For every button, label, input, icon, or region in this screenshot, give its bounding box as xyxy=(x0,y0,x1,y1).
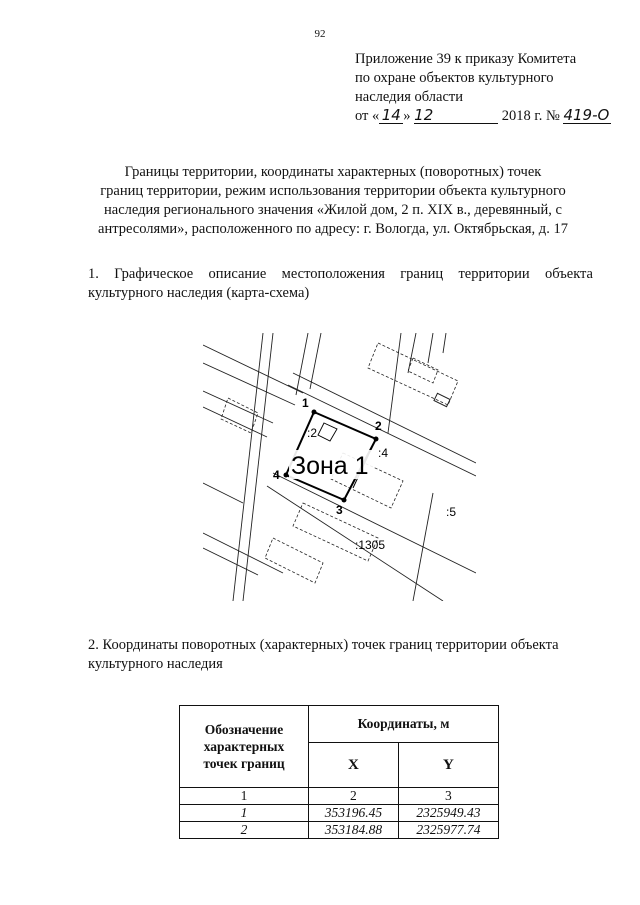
handwritten-month: 12 xyxy=(414,108,498,124)
table-row xyxy=(180,822,499,839)
page-number: 92 xyxy=(314,28,326,40)
point-cell: 1 xyxy=(180,805,309,822)
header-designation-line: Обозначение xyxy=(204,722,284,737)
date-prefix: от « xyxy=(355,108,380,124)
section-1-line: культурного наследия (карта-схема) xyxy=(88,285,310,301)
appendix-line: по охране объектов культурного xyxy=(355,70,554,86)
handwritten-day: 14 xyxy=(379,108,403,124)
header-y: Y xyxy=(398,743,498,788)
map-point-label: 4 xyxy=(273,468,280,482)
coordinates-table xyxy=(179,705,499,839)
parcel-label: :2 xyxy=(307,426,318,440)
section-2-line: 2. Координаты поворотных (характерных) точек границ территории объекта xyxy=(88,637,559,653)
header-designation xyxy=(180,706,309,788)
date-quote-close: » xyxy=(403,108,411,124)
parcel-label: :5 xyxy=(446,505,457,519)
heading-line: антресолями», расположенного по адресу: г. Вологда, ул. Октябрьская, д. 17 xyxy=(98,221,568,237)
section-1-title xyxy=(88,265,593,303)
heading-line: Границы территории, координаты характерных (поворотных) точек xyxy=(124,164,542,180)
parcel-label: :1305 xyxy=(355,538,386,552)
parcel-label: :4 xyxy=(378,446,389,460)
zone-label: Зона 1 xyxy=(291,452,369,480)
appendix-block xyxy=(355,50,625,126)
handwritten-number: 419-О xyxy=(563,108,611,124)
section-2-title xyxy=(88,636,593,674)
map-point-label: 3 xyxy=(336,503,343,517)
appendix-line: Приложение 39 к приказу Комитета xyxy=(355,51,577,67)
column-index: 3 xyxy=(398,788,498,805)
x-cell: 353184.88 xyxy=(309,822,399,839)
header-x: X xyxy=(309,743,399,788)
map-point-label: 1 xyxy=(302,396,309,410)
site-map xyxy=(203,333,476,601)
section-1-line: 1. Графическое описание местоположения границ территории объекта xyxy=(88,266,593,282)
column-index: 1 xyxy=(180,788,309,805)
heading-line: наследия регионального значения «Жилой дом, 2 п. XIX в., деревянный, с xyxy=(104,202,562,218)
column-index: 2 xyxy=(309,788,399,805)
header-designation-line: точек границ xyxy=(203,756,285,771)
appendix-line: наследия области xyxy=(355,89,464,105)
y-cell: 2325949.43 xyxy=(398,805,498,822)
header-designation-line: характерных xyxy=(203,739,285,754)
date-year-number: 2018 г. № xyxy=(501,108,560,124)
heading-line: границ территории, режим использования территории объекта культурного xyxy=(100,183,566,199)
header-coordinates: Координаты, м xyxy=(309,706,499,743)
appendix-date-line xyxy=(355,107,625,126)
point-cell: 2 xyxy=(180,822,309,839)
document-heading xyxy=(78,163,588,239)
table-row xyxy=(180,805,499,822)
x-cell: 353196.45 xyxy=(309,805,399,822)
y-cell: 2325977.74 xyxy=(398,822,498,839)
section-2-line: культурного наследия xyxy=(88,656,223,672)
map-point-label: 2 xyxy=(375,419,382,433)
